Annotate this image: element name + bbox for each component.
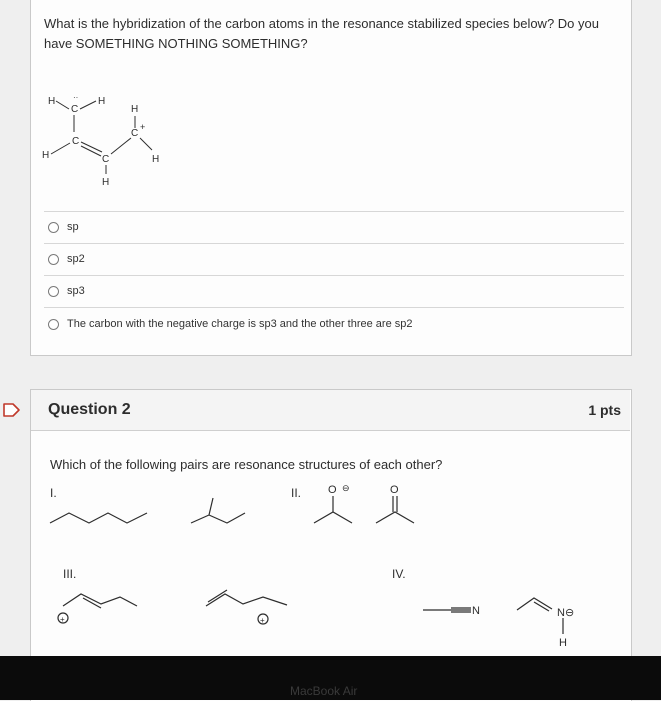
atom-c: C xyxy=(131,128,139,139)
atom-h: H xyxy=(48,96,56,107)
radio-button[interactable] xyxy=(48,286,59,297)
lone-pair: ·· xyxy=(73,93,79,102)
label-iii: III. xyxy=(63,567,77,581)
atom-h: H xyxy=(559,637,567,649)
atom-o: O xyxy=(390,484,399,496)
atom-h: H xyxy=(152,154,160,165)
atom-c: C xyxy=(102,154,110,165)
plus-charge: + xyxy=(60,615,65,624)
option-sp[interactable] xyxy=(48,217,79,237)
atom-n-charged: N⊖ xyxy=(557,607,575,619)
question-points: 1 pts xyxy=(588,402,621,418)
minus-charge: ⊖ xyxy=(342,483,350,493)
atom-o: O xyxy=(328,484,337,496)
radio-button[interactable] xyxy=(48,319,59,330)
separator xyxy=(44,275,624,276)
option-label: The carbon with the negative charge is sp3 and the other three are sp2 xyxy=(67,318,413,330)
atom-c: C xyxy=(71,104,79,115)
option-label: sp2 xyxy=(67,253,85,265)
option-sp2[interactable] xyxy=(48,249,85,269)
device-brand-text: MacBook Air xyxy=(290,684,358,698)
atom-h: H xyxy=(102,177,110,188)
question-2-title: Question 2 xyxy=(48,401,131,418)
option-label: sp3 xyxy=(67,285,85,297)
resonance-structure-diagram xyxy=(38,88,188,193)
unanswered-flag-icon xyxy=(2,402,22,418)
atom-n: N xyxy=(472,605,480,617)
resonance-pairs-diagram xyxy=(31,478,630,653)
separator xyxy=(44,307,624,308)
label-ii: II. xyxy=(291,486,302,500)
question-2-text: Which of the following pairs are resonance structures of each other? xyxy=(50,457,443,472)
radio-button[interactable] xyxy=(48,222,59,233)
plus-charge: + xyxy=(260,616,265,625)
option-label: sp xyxy=(67,221,79,233)
atom-h: H xyxy=(131,104,139,115)
separator xyxy=(44,243,624,244)
atom-h: H xyxy=(98,96,106,107)
atom-h: H xyxy=(42,150,50,161)
option-negative-carbon-sp3[interactable] xyxy=(48,314,413,334)
atom-c: C xyxy=(72,136,80,147)
label-iv: IV. xyxy=(392,567,406,581)
radio-button[interactable] xyxy=(48,254,59,265)
question-1-text: What is the hybridization of the carbon atoms in the resonance stabilized species below? Do you have SOMETHING NOTHING SOMETHING? xyxy=(44,16,599,51)
label-i: I. xyxy=(50,486,57,500)
plus-charge: + xyxy=(140,122,146,132)
option-sp3[interactable] xyxy=(48,281,85,301)
separator xyxy=(44,211,624,212)
